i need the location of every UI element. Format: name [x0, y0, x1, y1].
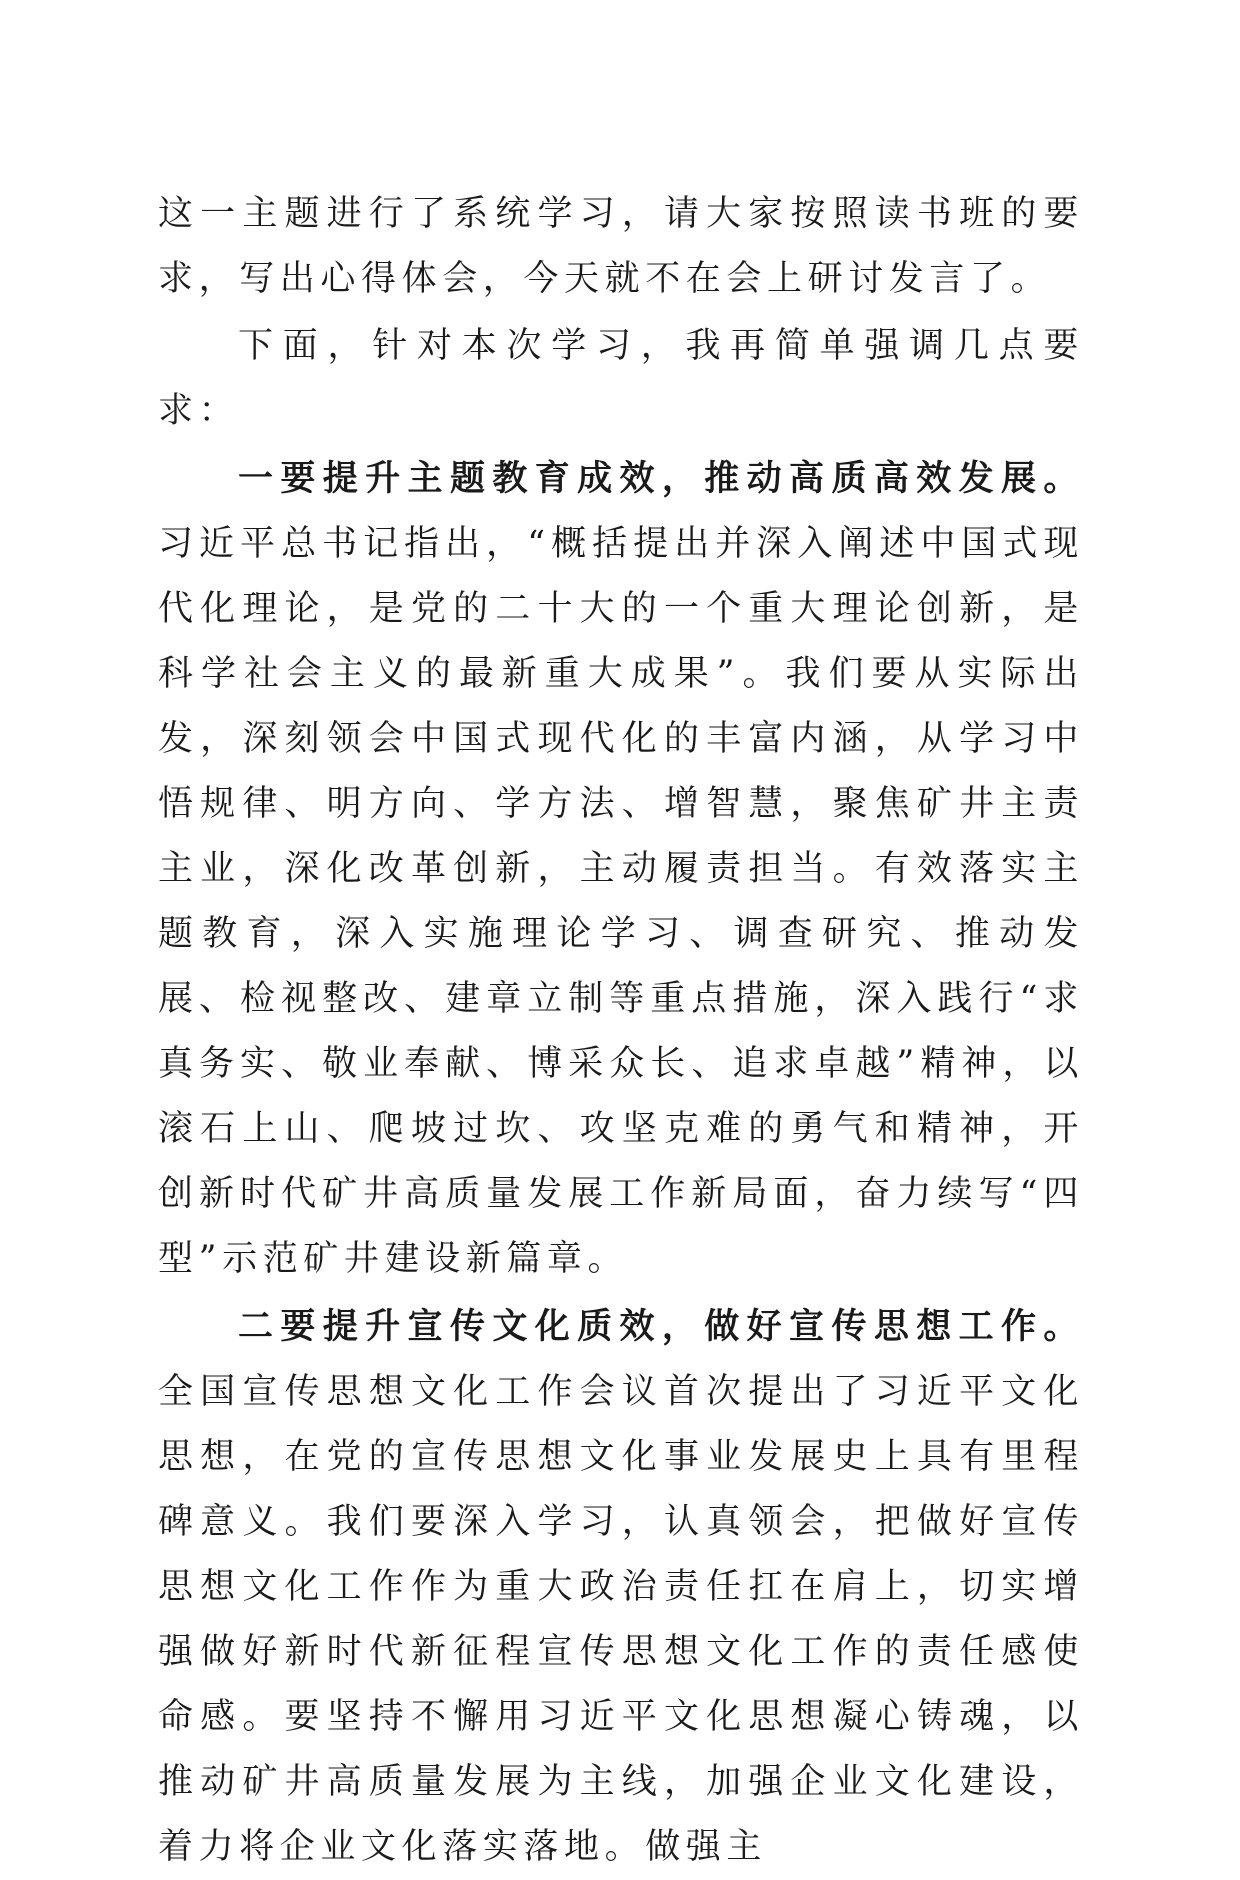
paragraph-text: 习近平总书记指出，“概括提出并深入阐述中国式现代化理论，是党的二十大的一个重大理论创新，是科学社会主义的最新重大成果”。我们要从实际出发，深刻领会中国式现代化的丰富内涵，从学习中悟规律、明方向、学方法、增智慧，聚焦矿井主责主业，深化改革创新，主动履责担当。有效落实主题教育，深入实施理论学习、调查研究、推动发展、检视整改、建章立制等重点措施，深入践行“求真务实、敬业奉献、博采众长、追求卓越”精神，以滚石上山、爬坡过坎、攻坚克难的勇气和精神，开创新时代矿井高质量发展工作新局面，奋力续写“四型”示范矿井建设新篇章。: [158, 524, 1084, 1279]
paragraph-point-one: [158, 446, 1084, 1292]
paragraph-text: 这一主题进行了系统学习，请大家按照读书班的要求，写出心得体会，今天就不在会上研讨发言了。: [158, 194, 1084, 299]
paragraph-text: 全国宣传思想文化工作会议首次提出了习近平文化思想，在党的宣传思想文化事业发展史上具有里程碑意义。我们要深入学习，认真领会，把做好宣传思想文化工作作为重大政治责任扛在肩上，切实增强做好新时代新征程宣传思想文化工作的责任感使命感。要坚持不懈用习近平文化思想凝心铸魂，以推动矿井高质量发展为主线，加强企业文化建设，着力将企业文化落实落地。做强主: [158, 1372, 1084, 1867]
paragraph-text: 下面，针对本次学习，我再简单强调几点要求：: [158, 326, 1084, 431]
paragraph-point-two: [158, 1294, 1084, 1880]
paragraph-heading: 一要提升主题教育成效，推动高质高效发展。: [238, 458, 1084, 499]
paragraph-continuation: [158, 182, 1084, 312]
paragraph-intro: [158, 314, 1084, 444]
paragraph-heading: 二要提升宣传文化质效，做好宣传思想工作。: [238, 1306, 1084, 1347]
document-page: [158, 182, 1084, 1880]
